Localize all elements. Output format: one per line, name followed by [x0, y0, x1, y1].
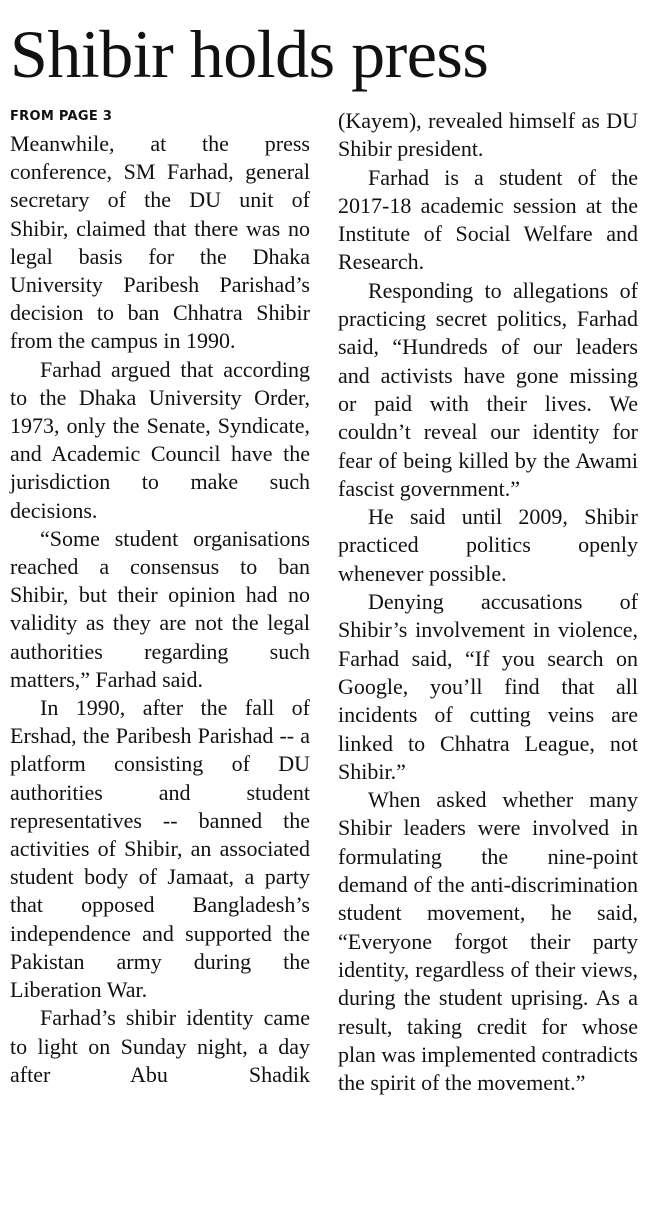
- paragraph: He said until 2009, Shibir practiced politics openly whenever possible.: [338, 504, 638, 586]
- paragraph: (Kayem), revealed himself as DU Shibir president.: [338, 108, 638, 162]
- paragraph: Farhad is a student of the 2017-18 academic session at the Institute of Social Welfare and Research.: [338, 164, 638, 275]
- article-column-left: [10, 104, 310, 1089]
- paragraph: “Some student organisations reached a consensus to ban Shibir, but their opinion had no validity as they are not the legal authorities regarding such matters,” Farhad said.: [10, 525, 310, 692]
- paragraph: Farhad’s shibir identity came to light on Sunday night, a day after Abu Shadik: [10, 1005, 310, 1087]
- headline: Shibir holds press: [10, 16, 489, 92]
- paragraph: In 1990, after the fall of Ershad, the Paribesh Parishad -- a platform consisting of DU authorities and student representatives -- banned the activities of Shibir, an associated student body of Jamaat, a party that opposed Bangladesh’s independence and supported the Pakistan army during the Liberation War.: [10, 695, 310, 1003]
- paragraph: Denying accusations of Shibir’s involvement in violence, Farhad said, “If you search on Google, you’ll find that all incidents of cutting veins are linked to Chhatra League, not Shibir.”: [338, 589, 638, 784]
- paragraph: When asked whether many Shibir leaders were involved in formulating the nine-point demand of the anti-discrimination student movement, he said, “Everyone forgot their party identity, regardless of their views, during the student uprising. As a result, taking credit for whose plan was implemented contradicts the spirit of the movement.”: [338, 787, 638, 1096]
- article-column-right: [338, 107, 638, 1097]
- paragraph: Meanwhile, at the press conference, SM Farhad, general secretary of the DU unit of Shibir, claimed that there was no legal basis for the Dhaka University Paribesh Parishad’s decision to ban Chhatra Shibir from the campus in 1990.: [10, 131, 310, 354]
- continuation-kicker: FROM PAGE 3: [10, 109, 113, 124]
- paragraph: Farhad argued that according to the Dhaka University Order, 1973, only the Senate, Syndicate, and Academic Council have the jurisdiction to make such decisions.: [10, 356, 310, 523]
- paragraph: Responding to allegations of practicing secret politics, Farhad said, “Hundreds of our leaders and activists have gone missing or paid with their lives. We couldn’t reveal our identity for fear of being killed by the Awami fascist government.”: [338, 277, 638, 501]
